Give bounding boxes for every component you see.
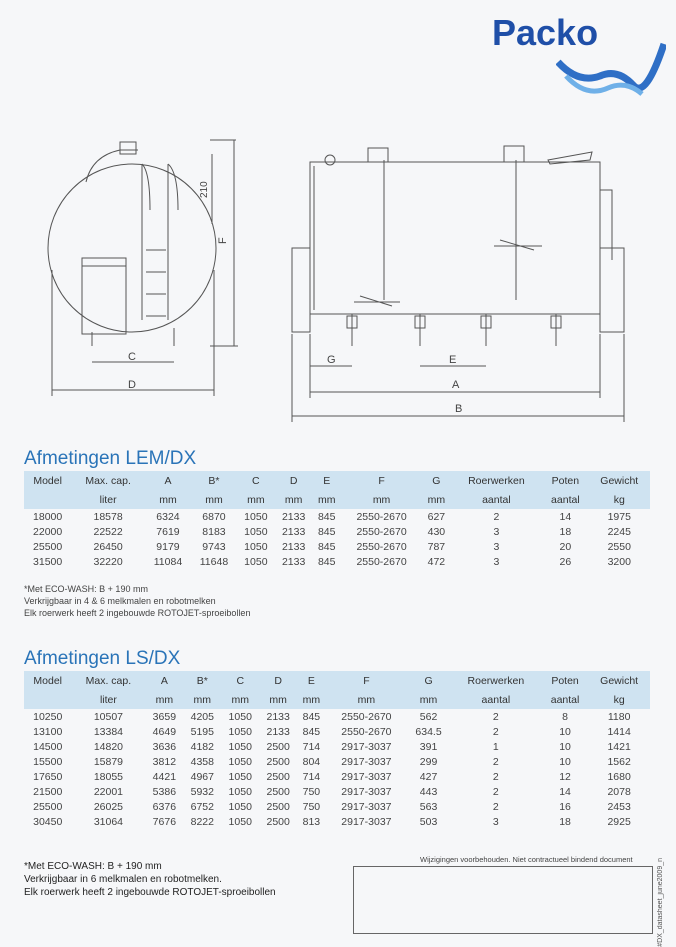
table-cell: 11648 (199, 555, 229, 568)
table-cell: 25500 (33, 800, 63, 813)
table-cell: 1050 (228, 815, 252, 828)
table-cell: 472 (427, 555, 446, 568)
table-row (24, 754, 650, 769)
col-header: Poten (551, 675, 579, 687)
dim-label-210: 210 (199, 181, 210, 198)
dim-label-g: G (327, 354, 336, 366)
table-cell: 30450 (33, 815, 63, 828)
table-cell: 391 (419, 740, 438, 753)
remarks-box (353, 866, 653, 934)
table-cell: 5195 (190, 725, 214, 738)
table-cell: 750 (302, 800, 321, 813)
col-header: Poten (551, 475, 580, 487)
table-cell: 26 (559, 555, 572, 568)
table-cell: 2 (492, 725, 499, 738)
table-cell: 845 (317, 555, 336, 568)
tank-side-body (310, 162, 600, 314)
table-cell: 10 (559, 755, 571, 768)
table-cell: 714 (302, 740, 321, 753)
col-header: F (363, 675, 370, 687)
table-cell: 2550-2670 (356, 540, 407, 553)
dim-label-c: C (128, 351, 136, 363)
table-row (24, 799, 650, 814)
table-cell: 8183 (202, 525, 226, 538)
table-cell: 2 (492, 770, 499, 783)
table-cell: 3 (493, 540, 500, 553)
table-cell: 6870 (202, 510, 226, 523)
table-cell: 20 (559, 540, 572, 553)
lem-spec-table (24, 471, 650, 569)
table-cell: 10507 (93, 710, 124, 723)
table-cell: 2917-3037 (341, 755, 392, 768)
table-cell: 2917-3037 (341, 770, 392, 783)
col-unit: mm (284, 494, 303, 506)
table-cell: 427 (419, 770, 438, 783)
table-cell: 5932 (190, 785, 214, 798)
col-unit (24, 690, 71, 709)
col-header: B* (208, 475, 220, 487)
table-cell: 813 (302, 815, 321, 828)
table-cell: 1050 (244, 555, 268, 568)
tank-technical-drawing (0, 120, 676, 430)
col-header: D (274, 675, 282, 687)
table-cell: 6376 (152, 800, 177, 813)
col-header: Gewicht (600, 675, 639, 687)
table-cell: 2 (492, 755, 499, 768)
table-cell: 3 (492, 815, 499, 828)
table-cell: 18055 (93, 770, 124, 783)
logo-text: Packo (492, 12, 599, 53)
table-cell: 2550 (607, 540, 631, 553)
table-cell: 6324 (156, 510, 180, 523)
table-cell: 2 (493, 510, 500, 523)
col-unit: kg (613, 694, 625, 706)
table-cell: 430 (427, 525, 446, 538)
col-unit: mm (317, 494, 336, 506)
table-cell: 31500 (33, 555, 63, 568)
col-unit: aantal (482, 494, 511, 506)
table-cell: 18000 (33, 510, 63, 523)
table-cell: 443 (419, 785, 438, 798)
col-unit: mm (302, 694, 321, 706)
ls-note: *Met ECO-WASH: B + 190 mm (24, 861, 162, 872)
table-cell: 2133 (281, 510, 306, 523)
lem-note: Elk roerwerk heeft 2 ingebouwde ROTOJET-sproeibollen (24, 608, 251, 618)
col-unit: mm (372, 494, 391, 506)
table-cell: 1680 (607, 770, 631, 783)
table-cell: 12 (559, 770, 571, 783)
ls-note: Elk roerwerk heeft 2 ingebouwde ROTOJET-sproeibollen (24, 887, 276, 898)
table-cell: 2245 (607, 525, 631, 538)
lem-section-title: Afmetingen LEM/DX (24, 448, 197, 469)
table-cell: 845 (317, 525, 336, 538)
col-unit: mm (231, 694, 249, 706)
table-cell: 845 (317, 540, 336, 553)
table-cell: 2 (492, 710, 499, 723)
table-cell: 13384 (93, 725, 124, 738)
col-header: Model (33, 475, 62, 487)
table-cell: 21500 (33, 785, 63, 798)
table-cell: 8222 (190, 815, 214, 828)
table-cell: 4649 (152, 725, 177, 738)
lem-note: Verkrijgbaar in 4 & 6 melkmalen en robotmelken (24, 596, 216, 606)
col-header: G (424, 675, 433, 687)
table-cell: 787 (427, 540, 446, 553)
table-row (24, 739, 650, 754)
lem-notes (24, 583, 250, 619)
table-cell: 7619 (156, 525, 180, 538)
col-unit: mm (247, 494, 265, 506)
table-cell: 2500 (266, 800, 290, 813)
table-cell: 10 (559, 740, 571, 753)
table-row (24, 554, 650, 569)
table-cell: 3200 (607, 555, 631, 568)
table-cell: 1050 (244, 540, 268, 553)
col-unit: aantal (481, 694, 511, 706)
col-unit: aantal (551, 494, 580, 506)
table-cell: 2500 (266, 770, 290, 783)
table-cell: 2078 (607, 785, 631, 798)
table-cell: 13100 (33, 725, 63, 738)
table-cell: 1050 (228, 800, 252, 813)
table-cell: 2550-2670 (356, 525, 407, 538)
table-cell: 563 (419, 800, 438, 813)
lem-table-body (24, 509, 650, 569)
table-cell: 2917-3037 (341, 800, 392, 813)
table-cell: 2917-3037 (341, 815, 392, 828)
col-header: Model (33, 675, 63, 687)
table-cell: 2500 (266, 815, 290, 828)
table-row (24, 784, 650, 799)
ls-units-row (24, 690, 650, 709)
table-cell: 1050 (228, 785, 252, 798)
table-cell: 3 (493, 555, 500, 568)
table-cell: 2500 (266, 740, 290, 753)
table-row (24, 539, 650, 554)
table-cell: 14500 (33, 740, 63, 753)
table-cell: 299 (419, 755, 438, 768)
table-cell: 503 (419, 815, 438, 828)
col-header: C (236, 675, 245, 687)
table-cell: 2917-3037 (341, 785, 392, 798)
lem-units-row (24, 490, 650, 509)
table-cell: 1421 (607, 740, 631, 753)
col-header: C (252, 475, 260, 487)
col-unit: mm (357, 694, 376, 706)
col-header: G (432, 475, 441, 487)
table-cell: 750 (302, 785, 321, 798)
table-cell: 15879 (93, 755, 124, 768)
table-cell: 2550-2670 (356, 510, 407, 523)
table-cell: 16 (559, 800, 571, 813)
table-cell: 10 (559, 725, 571, 738)
table-cell: 2550-2670 (341, 710, 392, 723)
table-cell: 18 (559, 815, 571, 828)
table-cell: 3812 (152, 755, 177, 768)
table-cell: 3 (493, 525, 500, 538)
table-cell: 2500 (266, 755, 290, 768)
table-row (24, 814, 650, 829)
ls-spec-table (24, 671, 650, 829)
col-unit: mm (427, 494, 446, 506)
col-header: D (289, 475, 298, 487)
col-unit: mm (205, 494, 223, 506)
dim-label-e: E (449, 354, 457, 366)
dim-label-d: D (128, 379, 136, 391)
col-unit: mm (193, 694, 212, 706)
table-cell: 845 (302, 710, 321, 723)
table-row (24, 724, 650, 739)
col-unit: mm (155, 694, 174, 706)
col-unit: mm (419, 694, 438, 706)
table-cell: 2925 (607, 815, 631, 828)
ls-table-body (24, 709, 650, 829)
col-header: Roerwerken (468, 475, 525, 487)
table-cell: 2133 (266, 710, 290, 723)
control-box (82, 258, 126, 334)
table-cell: 634.5 (415, 725, 442, 738)
table-cell: 804 (302, 755, 321, 768)
table-cell: 14 (559, 510, 572, 523)
col-header: A (164, 475, 172, 487)
logo-wave-icon (556, 28, 666, 100)
table-cell: 9179 (156, 540, 180, 553)
table-cell: 714 (302, 770, 321, 783)
table-cell: 1050 (244, 510, 268, 523)
table-cell: 845 (302, 725, 321, 738)
table-cell: 6752 (190, 800, 214, 813)
table-cell: 1180 (607, 710, 631, 723)
table-cell: 26450 (93, 540, 123, 553)
table-cell: 25500 (33, 540, 63, 553)
table-cell: 2133 (281, 540, 306, 553)
table-cell: 2 (492, 785, 499, 798)
col-header: Max. cap. (85, 475, 131, 487)
table-cell: 2453 (607, 800, 631, 813)
table-cell: 1562 (607, 755, 631, 768)
table-cell: 14820 (93, 740, 124, 753)
table-cell: 2 (492, 800, 499, 813)
lem-header-row (24, 471, 650, 490)
table-cell: 22000 (33, 525, 63, 538)
table-cell: 22001 (93, 785, 124, 798)
table-cell: 2133 (266, 725, 290, 738)
table-cell: 31064 (93, 815, 124, 828)
table-cell: 2550-2670 (341, 725, 392, 738)
lem-note: *Met ECO-WASH: B + 190 mm (24, 584, 148, 594)
table-cell: 15500 (33, 755, 63, 768)
col-unit: aantal (550, 694, 580, 706)
dim-label-f: F (217, 237, 229, 244)
table-cell: 1414 (607, 725, 631, 738)
table-cell: 32220 (93, 555, 123, 568)
table-cell: 22522 (93, 525, 123, 538)
table-cell: 11084 (153, 555, 183, 568)
table-cell: 1975 (607, 510, 631, 523)
table-cell: 17650 (33, 770, 63, 783)
tank-front-circle (48, 164, 216, 332)
table-cell: 562 (419, 710, 438, 723)
table-cell: 4205 (190, 710, 214, 723)
col-header: Max. cap. (85, 675, 132, 687)
col-unit: mm (159, 494, 177, 506)
table-cell: 2133 (281, 525, 306, 538)
dim-label-b: B (455, 403, 463, 415)
col-header: F (378, 475, 385, 487)
table-cell: 4421 (152, 770, 177, 783)
table-cell: 3659 (152, 710, 177, 723)
table-cell: 3636 (152, 740, 177, 753)
table-cell: 4182 (190, 740, 214, 753)
table-cell: 627 (427, 510, 446, 523)
ls-notes (24, 860, 276, 899)
table-cell: 2500 (266, 785, 290, 798)
disclaimer-text: Wijzigingen voorbehouden. Niet contractueel bindend document (420, 855, 633, 864)
packo-logo (486, 6, 672, 102)
col-header: E (307, 675, 315, 687)
table-cell: 5386 (152, 785, 177, 798)
ls-note: Verkrijgbaar in 6 melkmalen en robotmelken. (24, 874, 222, 885)
table-cell: 1050 (228, 770, 252, 783)
table-cell: 2917-3037 (341, 740, 392, 753)
table-cell: 4358 (190, 755, 214, 768)
document-reference: #DX_datasheet_june2009_n (657, 858, 664, 947)
table-row (24, 709, 650, 724)
table-row (24, 524, 650, 539)
table-cell: 845 (317, 510, 336, 523)
col-unit: liter (99, 694, 117, 706)
table-cell: 2550-2670 (356, 555, 407, 568)
col-unit: liter (99, 494, 117, 506)
table-cell: 1 (492, 740, 499, 753)
table-cell: 1050 (228, 725, 252, 738)
ls-section-title: Afmetingen LS/DX (24, 648, 181, 669)
col-header: Roerwerken (467, 675, 525, 687)
table-cell: 9743 (202, 540, 226, 553)
table-cell: 26025 (93, 800, 124, 813)
dim-label-a: A (452, 379, 460, 391)
col-header: B* (196, 675, 208, 687)
table-cell: 10250 (33, 710, 63, 723)
ls-header-row (24, 671, 650, 690)
table-row (24, 769, 650, 784)
col-unit (24, 490, 71, 509)
table-cell: 18578 (93, 510, 123, 523)
table-cell: 2133 (281, 555, 306, 568)
table-cell: 4967 (190, 770, 214, 783)
table-cell: 1050 (228, 755, 252, 768)
table-cell: 18 (559, 525, 572, 538)
table-cell: 1050 (228, 710, 252, 723)
table-cell: 14 (559, 785, 571, 798)
col-unit: mm (269, 694, 287, 706)
table-cell: 7676 (152, 815, 177, 828)
col-header: Gewicht (600, 475, 639, 487)
table-cell: 8 (562, 710, 568, 723)
col-header: E (323, 475, 331, 487)
table-cell: 1050 (228, 740, 252, 753)
table-row (24, 509, 650, 524)
col-unit: kg (613, 494, 625, 506)
table-cell: 1050 (244, 525, 268, 538)
col-header: A (160, 675, 168, 687)
